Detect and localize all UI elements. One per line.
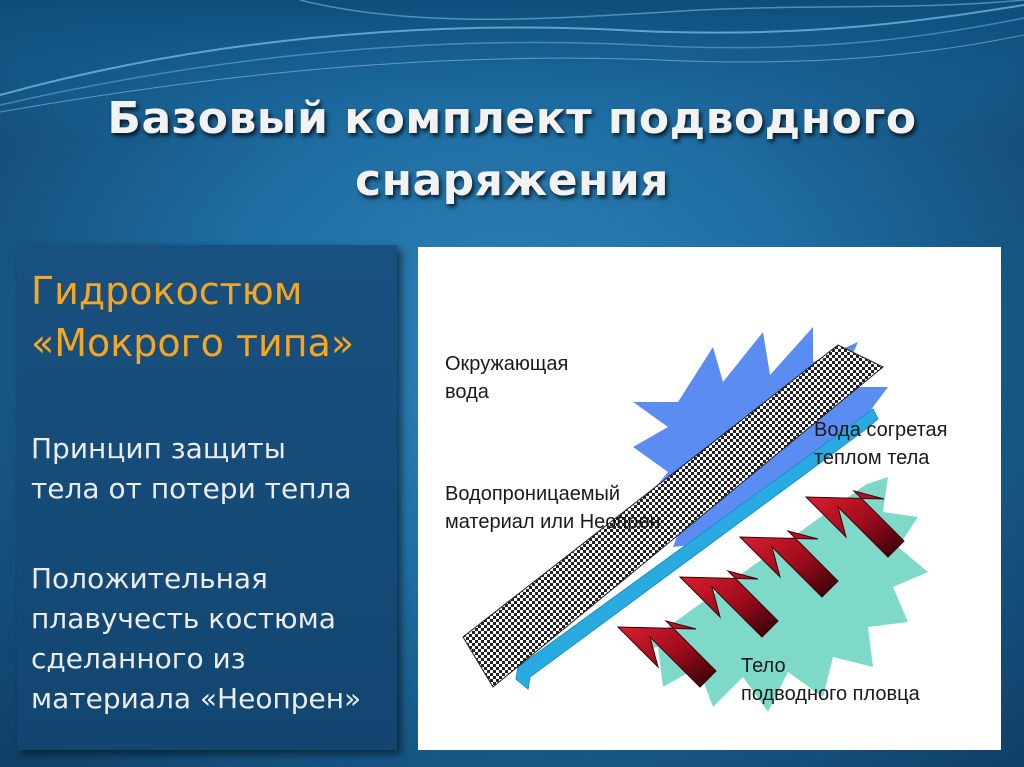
wetsuit-diagram xyxy=(418,247,1001,750)
label-material-line-1: Водопроницаемый xyxy=(445,483,621,505)
label-warm-water xyxy=(814,416,948,472)
suit-type-heading xyxy=(31,265,391,369)
buoyancy-line-3: сделанного из xyxy=(31,642,246,675)
label-body-line-2: подводного пловца xyxy=(741,683,920,705)
label-permeable-material xyxy=(445,480,661,536)
title-line-1: Базовый комплект подводного xyxy=(107,93,917,144)
protection-principle-text xyxy=(31,429,391,509)
slide-title xyxy=(60,88,964,212)
buoyancy-line-2: плавучесть костюма xyxy=(31,602,336,635)
principle-line-1: Принцип защиты xyxy=(31,432,286,465)
buoyancy-text xyxy=(31,559,391,719)
buoyancy-line-1: Положительная xyxy=(31,562,268,595)
heading-line-2: «Мокрого типа» xyxy=(31,321,355,365)
label-water-line-1: Окружающая xyxy=(445,353,569,375)
heading-line-1: Гидрокостюм xyxy=(31,269,303,313)
label-water-line-2: вода xyxy=(445,381,489,403)
label-material-line-2: материал или Неопрен xyxy=(445,511,661,533)
title-line-2: снаряжения xyxy=(354,155,670,206)
buoyancy-line-4: материала «Неопрен» xyxy=(31,682,362,715)
principle-line-2: тела от потери тепла xyxy=(31,472,352,505)
label-warm-line-1: Вода согретая xyxy=(814,419,948,441)
label-surrounding-water xyxy=(445,350,568,406)
label-diver-body xyxy=(741,652,920,708)
left-text-panel xyxy=(17,245,397,750)
label-body-line-1: Тело xyxy=(741,655,786,677)
label-warm-line-2: теплом тела xyxy=(814,447,930,469)
